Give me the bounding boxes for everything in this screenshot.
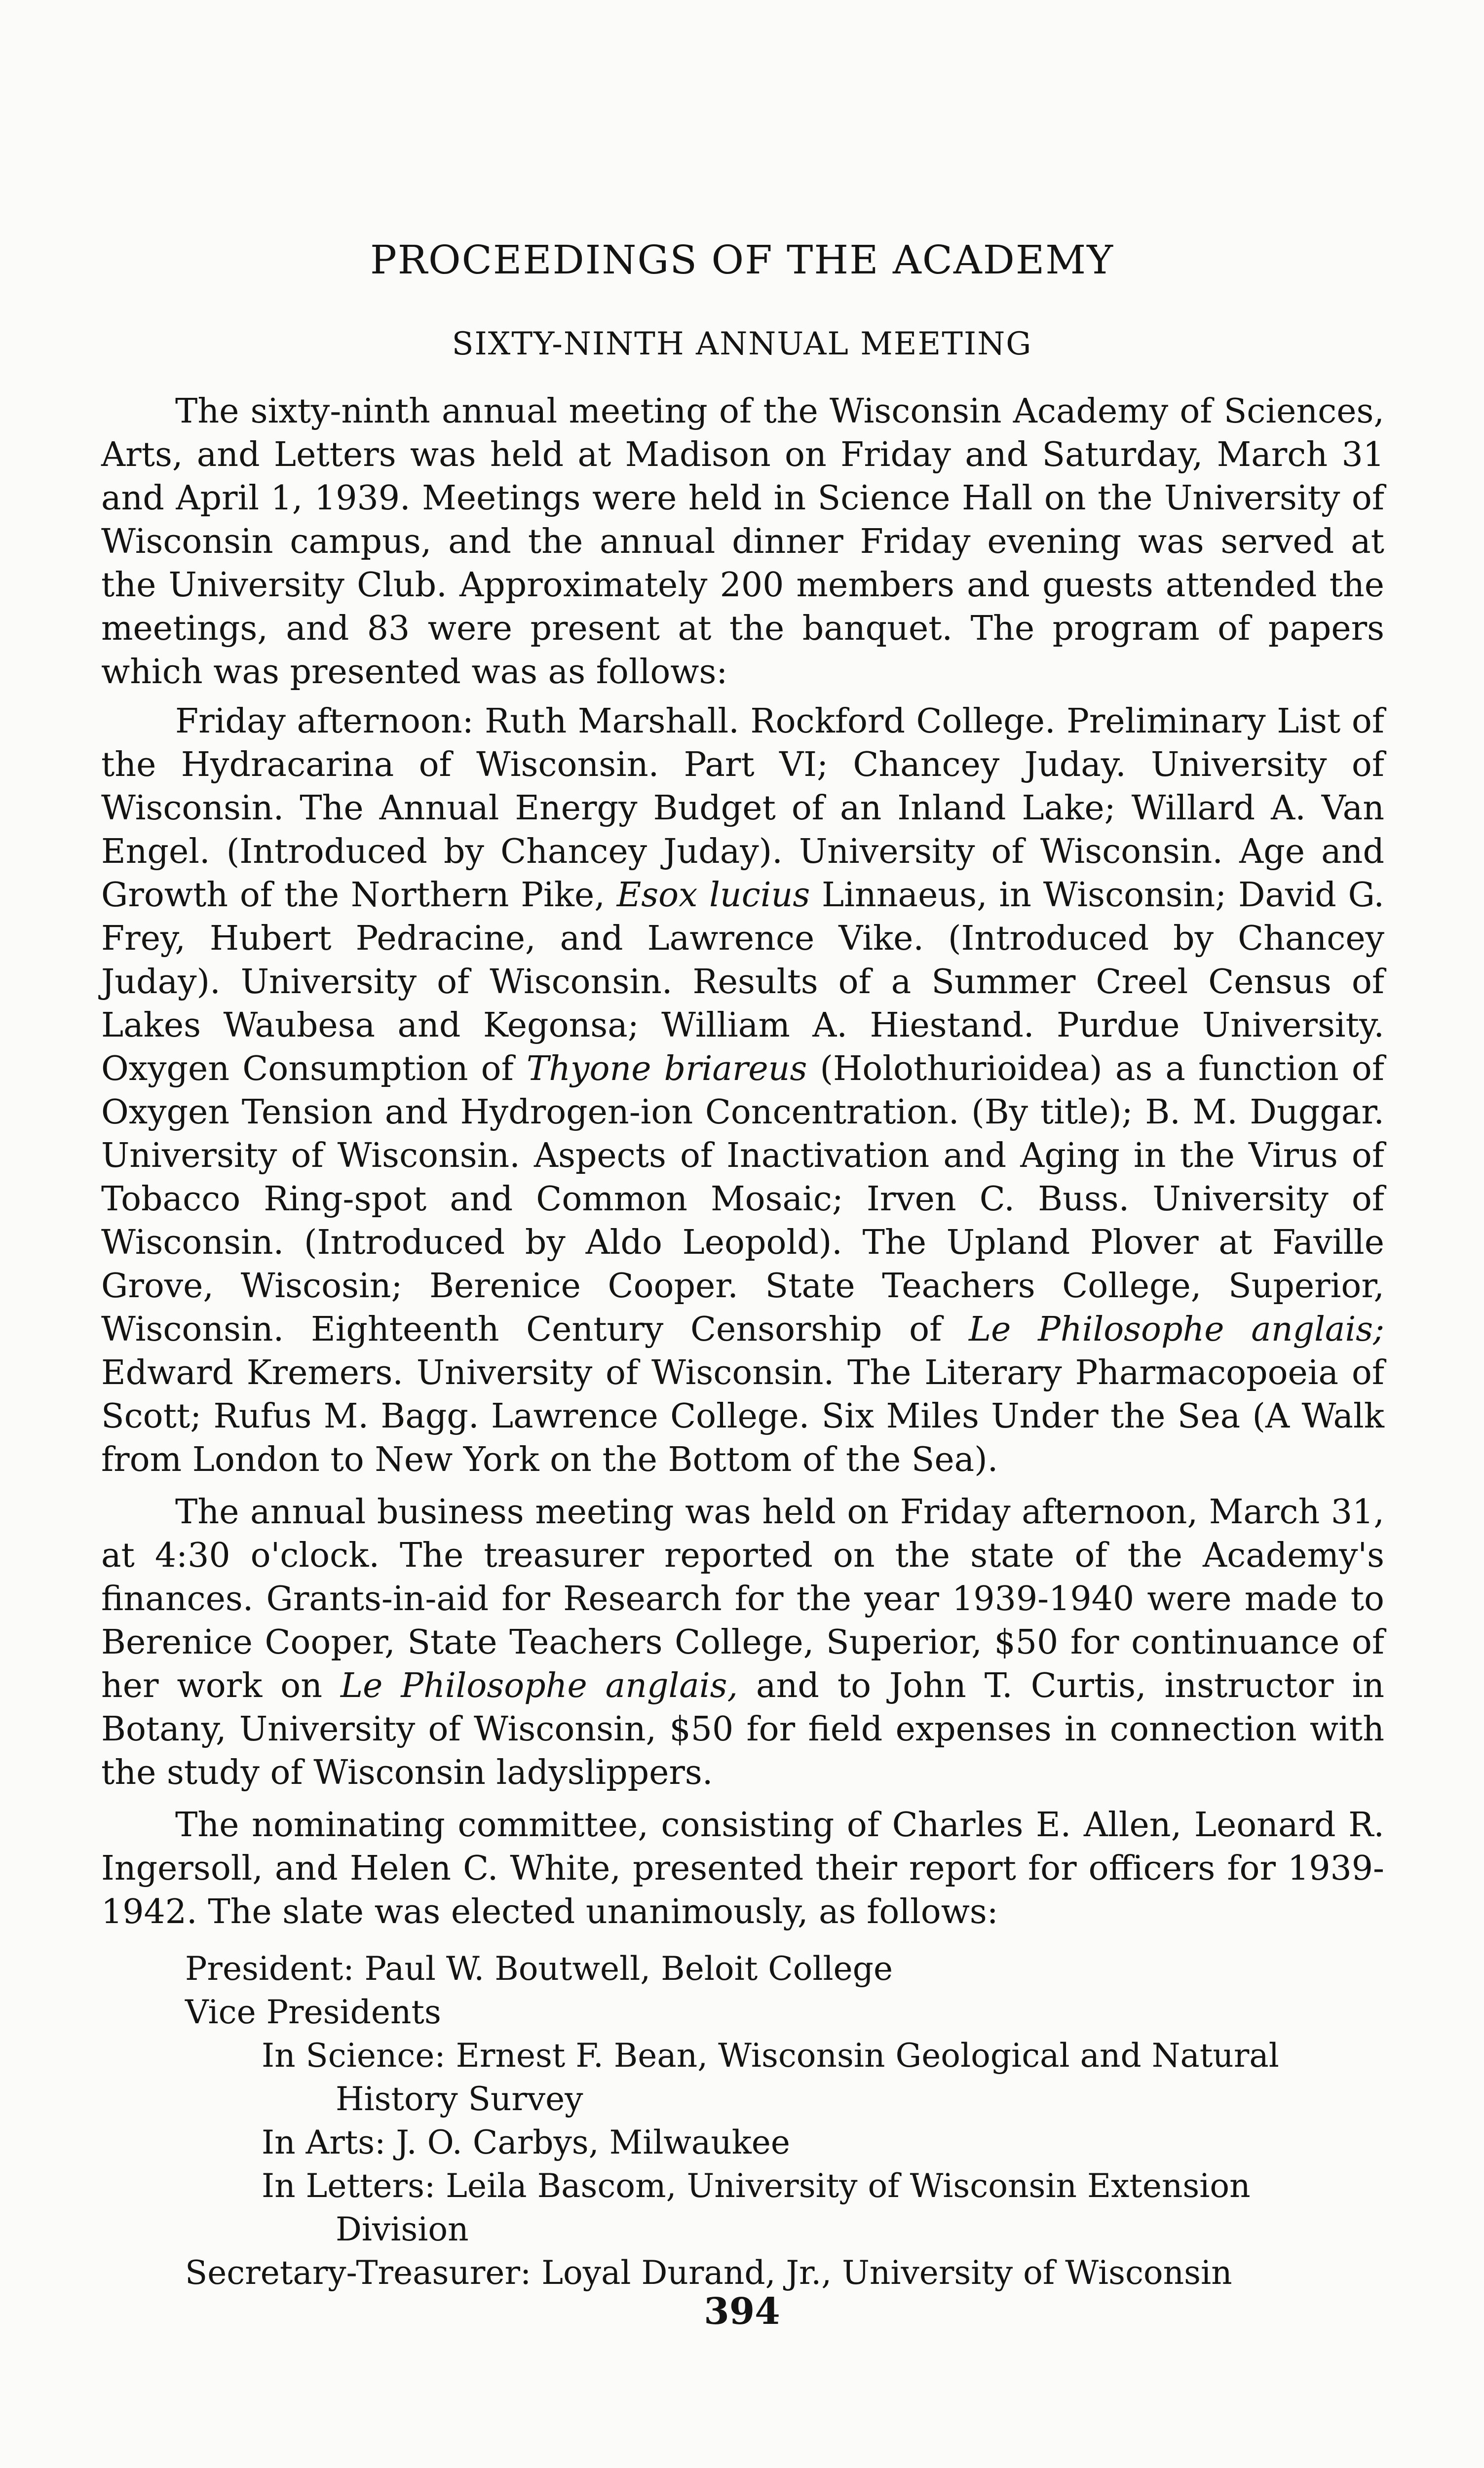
body-text	[101, 390, 1384, 1940]
vp-letters-text: In Letters: Leila Bascom, University of Wisconsin Extension	[262, 2167, 1251, 2205]
species-esox: Esox lucius	[616, 876, 810, 915]
business-text-1: The annual business meeting was held on Friday afternoon, March 31, at 4:30 o'clock. The treasurer reported on the state of the Academy's finances. Grants-in-aid for Research for the year 1939-1940 were made to Berenice Cooper, State Teachers College, Superior, $50 for continuance of her work on	[101, 1493, 1384, 1705]
program-text-3: (Holothurioidea) as a function of Oxygen Tension and Hydrogen-ion Concentration. (By title); B. M. Duggar. University of Wisconsin. Aspects of Inactivation and Aging in the Virus of Tobacco Ring-spot and Common Mosaic; Irven C. Buss. University of Wisconsin. (Introduced by Aldo Leopold). The Upland Plover at Faville Grove, Wiscosin; Berenice Cooper. State Teachers College, Superior, Wisconsin. Eighteenth Century Censorship of	[101, 1049, 1385, 1349]
vice-presidents-label: Vice Presidents	[185, 1993, 441, 2031]
program-text-1: Friday afternoon: Ruth Marshall. Rockford College. Preliminary List of the Hydracarina of Wisconsin. Part VI; Chancey Juday. University of Wisconsin. The Annual Energy Budget of an Inland Lake; Willard A. Van Engel. (Introduced by Chancey Juday). University of Wisconsin. Age and Growth of the Northern Pike,	[101, 702, 1384, 915]
program-text-4: Edward Kremers. University of Wisconsin. The Literary Pharmacopoeia of Scott; Rufus M. Bagg. Lawrence College. Six Miles Under the Sea (A Walk from London to New York on the Bottom of the Sea).	[101, 1353, 1384, 1479]
section-subtitle: SIXTY-NINTH ANNUAL MEETING	[452, 326, 1032, 362]
officer-vp-letters	[185, 2164, 1384, 2251]
vp-letters-cont: Division	[336, 2210, 469, 2248]
species-thyone: Thyone briareus	[526, 1049, 807, 1088]
paragraph-program	[101, 700, 1384, 1482]
officer-vp-science	[185, 2034, 1384, 2121]
paragraph-business-meeting	[101, 1491, 1384, 1795]
program-text-2: Linnaeus, in Wisconsin; David G. Frey, Hubert Pedracine, and Lawrence Vike. (Introduced by Chancey Juday). University of Wisconsin. Results of a Summer Creel Census of Lakes Waubesa and Kegonsa; William A. Hiestand. Purdue University. Oxygen Consumption of	[101, 876, 1385, 1088]
vp-science-text: In Science: Ernest F. Bean, Wisconsin Geological and Natural	[262, 2037, 1279, 2075]
officers-list	[185, 1947, 1384, 2295]
business-text-2: and to John T. Curtis, instructor in Botany, University of Wisconsin, $50 for field expenses in connection with the study of Wisconsin ladyslippers.	[101, 1666, 1384, 1792]
title-philosophe: Le Philosophe anglais;	[969, 1310, 1384, 1349]
vp-science-cont: History Survey	[336, 2080, 583, 2118]
officer-president: President: Paul W. Boutwell, Beloit College	[185, 1950, 893, 1988]
page-title: PROCEEDINGS OF THE ACADEMY	[370, 237, 1114, 283]
title-philosophe-2: Le Philosophe anglais,	[340, 1666, 738, 1705]
officer-vp-arts: In Arts: J. O. Carbys, Milwaukee	[262, 2123, 790, 2161]
paragraph-nominating: The nominating committee, consisting of Charles E. Allen, Leonard R. Ingersoll, and Helen C. White, presented their report for officers for 1939-1942. The slate was elected unanimously, as follows:	[101, 1806, 1384, 1931]
officer-secretary: Secretary-Treasurer: Loyal Durand, Jr., University of Wisconsin	[185, 2254, 1232, 2292]
page-number: 394	[704, 2290, 780, 2333]
paragraph-meeting-intro: The sixty-ninth annual meeting of the Wisconsin Academy of Sciences, Arts, and Letters was held at Madison on Friday and Saturday, March 31 and April 1, 1939. Meetings were held in Science Hall on the University of Wisconsin campus, and the annual dinner Friday evening was served at the University Club. Approximately 200 members and guests attended the meetings, and 83 were present at the banquet. The program of papers which was presented was as follows:	[101, 392, 1384, 692]
